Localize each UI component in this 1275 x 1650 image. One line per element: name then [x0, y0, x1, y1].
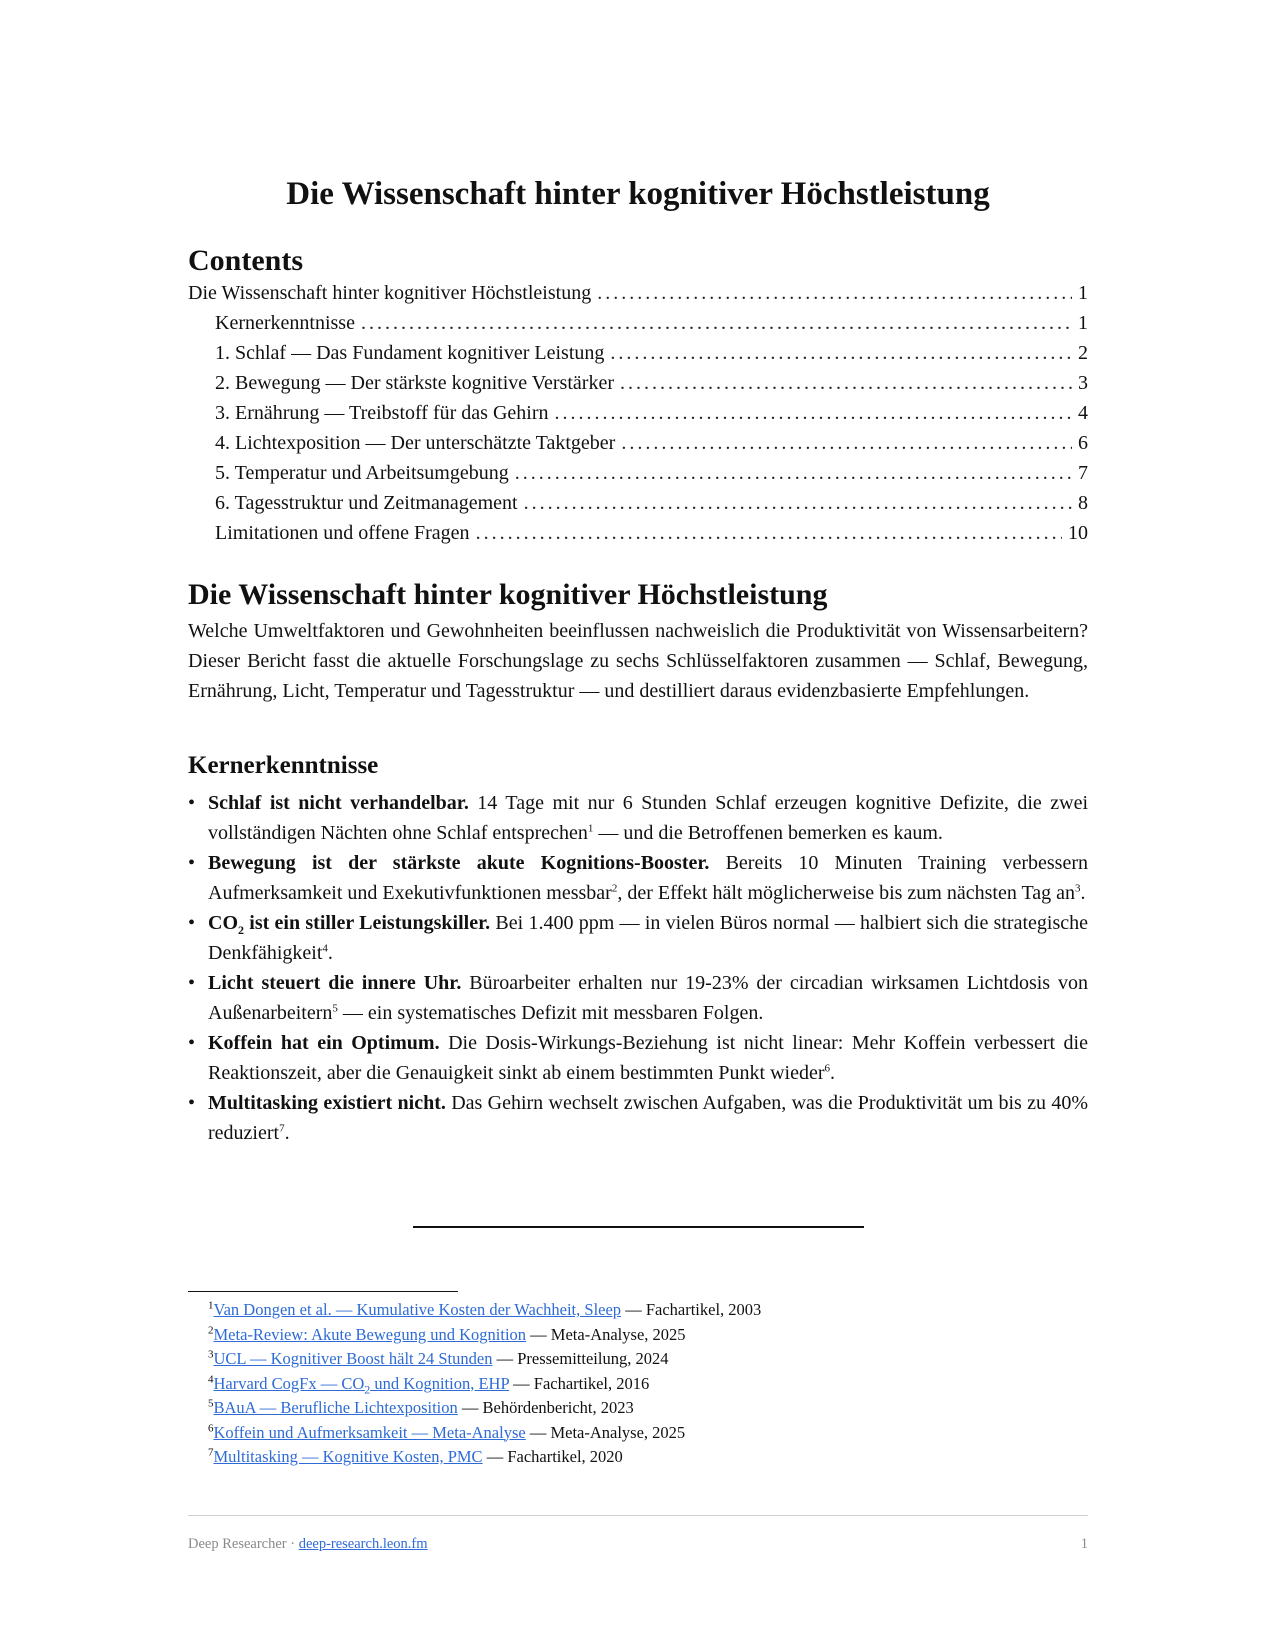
- toc-entry[interactable]: [188, 402, 1088, 432]
- toc-entry[interactable]: [188, 342, 1088, 372]
- toc-leader-dots: [524, 492, 1072, 515]
- toc-entry-label: 3. Ernährung — Treibstoff für das Gehirn: [215, 402, 549, 424]
- list-item: [188, 848, 1088, 908]
- finding-text: .: [1080, 882, 1086, 904]
- footnote-ref[interactable]: 6: [824, 1062, 831, 1075]
- table-of-contents: [188, 282, 1088, 552]
- page-footer: [188, 1536, 1088, 1553]
- toc-entry-label: Die Wissenschaft hinter kognitiver Höchstleistung: [188, 282, 592, 304]
- toc-entry[interactable]: [188, 432, 1088, 462]
- finding-text: Bereits 10 Minuten Training verbessern Aufmerksamkeit und Exekutivfunktionen messbar: [208, 852, 1088, 904]
- finding-text: 14 Tage mit nur 6 Stunden Schlaf erzeugen kognitive Defizite, die zwei vollständigen Nächten ohne Schlaf entsprechen: [208, 792, 1089, 844]
- toc-leader-dots: [554, 402, 1072, 425]
- list-item: [188, 1088, 1088, 1148]
- toc-entry[interactable]: [188, 492, 1088, 522]
- finding-text: Bei 1.400 ppm — in vielen Büros normal — halbiert sich die strategische Denkfähigkeit: [208, 912, 1088, 964]
- footnote-rule: [188, 1291, 458, 1292]
- toc-entry-page: 7: [1078, 462, 1088, 484]
- footnote-source: — Meta-Analyse, 2025: [526, 1324, 686, 1344]
- toc-entry-page: 4: [1078, 402, 1088, 424]
- toc-entry-label: 1. Schlaf — Das Fundament kognitiver Leistung: [215, 342, 605, 364]
- toc-entry[interactable]: [188, 312, 1088, 342]
- toc-entry[interactable]: [188, 282, 1088, 312]
- list-item: [188, 1028, 1088, 1088]
- footnote-link[interactable]: UCL — Kognitiver Boost hält 24 Stunden: [213, 1349, 493, 1368]
- finding-text: — ein systematisches Defizit mit messbaren Folgen.: [337, 1002, 764, 1024]
- footer-rule: [188, 1515, 1088, 1516]
- toc-leader-dots: [620, 372, 1072, 395]
- toc-leader-dots: [361, 312, 1072, 335]
- footnote-ref[interactable]: 2: [611, 882, 618, 895]
- finding-lead: Schlaf ist nicht verhandelbar.: [208, 792, 469, 814]
- footnote-number: 3: [208, 1348, 214, 1361]
- footnote-ref[interactable]: 7: [279, 1122, 285, 1135]
- footnote: [208, 1396, 1068, 1421]
- footnote-ref[interactable]: 4: [322, 942, 328, 955]
- footnote: [208, 1445, 1068, 1470]
- page-number: 1: [1080, 1536, 1088, 1552]
- footnote: [208, 1298, 1068, 1323]
- toc-entry[interactable]: [188, 372, 1088, 402]
- footnotes: [208, 1298, 1068, 1470]
- footnote-link[interactable]: BAuA — Berufliche Lichtexposition: [213, 1398, 458, 1417]
- finding-text: .: [327, 942, 333, 964]
- toc-leader-dots: [621, 432, 1072, 455]
- footnote-number: 2: [208, 1324, 214, 1336]
- toc-entry-label: 4. Lichtexposition — Der unterschätzte Taktgeber: [215, 432, 616, 454]
- footnote-link[interactable]: Multitasking — Kognitive Kosten, PMC: [213, 1447, 483, 1466]
- footnote-number: 6: [208, 1422, 214, 1434]
- footnote-link[interactable]: Meta-Review: Akute Bewegung und Kognition: [213, 1324, 527, 1344]
- document-title: Die Wissenschaft hinter kognitiver Höchstleistung: [286, 176, 990, 212]
- footnote-number: 7: [208, 1446, 214, 1459]
- finding-text: — und die Betroffenen bemerken es kaum.: [593, 822, 943, 844]
- toc-entry-page: 3: [1078, 372, 1088, 394]
- footer-brand: Deep Researcher ·: [188, 1536, 299, 1552]
- finding-text: Die Dosis-Wirkungs-Beziehung ist nicht linear: Mehr Koffein verbessert die Reaktionszeit, aber die Genauigkeit sinkt ab einem bestimmten Punkt wieder: [208, 1032, 1088, 1084]
- footnote-number: 5: [208, 1397, 214, 1410]
- finding-text: , der Effekt hält möglicherweise bis zum nächsten Tag an: [617, 882, 1076, 904]
- toc-entry-label: Kernerkenntnisse: [215, 312, 355, 334]
- finding-text: Büroarbeiter erhalten nur 19-23% der circadian wirksamen Lichtdosis von Außenarbeitern: [208, 972, 1088, 1024]
- toc-leader-dots: [597, 282, 1072, 305]
- list-item: [188, 788, 1088, 848]
- toc-leader-dots: [515, 462, 1072, 485]
- finding-lead: Multitasking existiert nicht.: [208, 1092, 446, 1114]
- finding-lead: Bewegung ist der stärkste akute Kognitions-Booster.: [208, 852, 710, 874]
- toc-leader-dots: [476, 522, 1062, 545]
- footnote-ref[interactable]: 1: [587, 822, 594, 835]
- footnote-link[interactable]: Harvard CogFx — $CO_2$ und Kognition, EHP: [213, 1373, 510, 1396]
- finding-text: Das Gehirn wechselt zwischen Aufgaben, was die Produktivität um bis zu 40% reduziert: [208, 1092, 1088, 1144]
- findings-heading: Kernerkenntnisse: [188, 752, 379, 779]
- findings-list: [188, 788, 1088, 1148]
- footnote: [208, 1372, 1068, 1397]
- toc-entry-page: 8: [1078, 492, 1088, 514]
- section-heading: Die Wissenschaft hinter kognitiver Höchstleistung: [188, 578, 828, 611]
- footer-link[interactable]: deep-research.leon.fm: [298, 1536, 428, 1552]
- toc-entry[interactable]: [188, 522, 1088, 552]
- toc-entry-page: 10: [1068, 522, 1088, 544]
- intro-paragraph: Welche Umweltfaktoren und Gewohnheiten beeinflussen nachweislich die Produktivität von Wissensarbeitern? Dieser Bericht fasst die aktuelle Forschungslage zu sechs Schlüsselfaktoren zusammen — Schlaf, Bewegung, Ernährung, Licht, Temperatur und Tagesstruktur — und destilliert daraus evidenzbasierte Empfehlungen.: [188, 620, 1088, 702]
- toc-heading: Contents: [188, 244, 304, 277]
- toc-entry-page: 1: [1078, 312, 1088, 334]
- footnote-number: 4: [208, 1373, 214, 1385]
- toc-entry-page: 2: [1078, 342, 1088, 364]
- footnote-source: — Fachartikel, 2016: [509, 1373, 650, 1393]
- footnote-source: — Behördenbericht, 2023: [457, 1398, 634, 1417]
- list-item: [188, 908, 1088, 968]
- toc-entry-label: Limitationen und offene Fragen: [215, 522, 470, 544]
- footnote-source: — Meta-Analyse, 2025: [525, 1422, 686, 1442]
- toc-entry-label: 6. Tagesstruktur und Zeitmanagement: [215, 492, 518, 514]
- footnote-ref[interactable]: 3: [1075, 882, 1081, 895]
- footnote: [208, 1347, 1068, 1372]
- footnote-link[interactable]: Van Dongen et al. — Kumulative Kosten der Wachheit, Sleep: [213, 1300, 622, 1319]
- footnote-source: — Pressemitteilung, 2024: [492, 1349, 669, 1368]
- footnote-source: — Fachartikel, 2020: [482, 1447, 623, 1466]
- toc-leader-dots: [610, 342, 1072, 365]
- list-item: [188, 968, 1088, 1028]
- toc-entry-label: 2. Bewegung — Der stärkste kognitive Verstärker: [215, 372, 614, 394]
- finding-text: .: [284, 1122, 290, 1144]
- toc-entry-page: 1: [1078, 282, 1088, 304]
- finding-lead: Koffein hat ein Optimum.: [208, 1032, 440, 1054]
- footnote: [208, 1323, 1068, 1348]
- toc-entry-page: 6: [1078, 432, 1088, 454]
- finding-text: .: [830, 1062, 836, 1084]
- finding-lead: Licht steuert die innere Uhr.: [208, 972, 462, 994]
- finding-lead: $CO_2$ ist ein stiller Leistungskiller.: [208, 912, 491, 937]
- footnote: [208, 1421, 1068, 1446]
- footnote-link[interactable]: Koffein und Aufmerksamkeit — Meta-Analyse: [213, 1422, 526, 1442]
- footnote-ref[interactable]: 5: [332, 1002, 338, 1015]
- toc-entry[interactable]: [188, 462, 1088, 492]
- footnote-source: — Fachartikel, 2003: [621, 1300, 762, 1319]
- section-divider: [413, 1226, 864, 1228]
- toc-entry-label: 5. Temperatur und Arbeitsumgebung: [215, 462, 509, 484]
- footnote-number: 1: [208, 1299, 214, 1312]
